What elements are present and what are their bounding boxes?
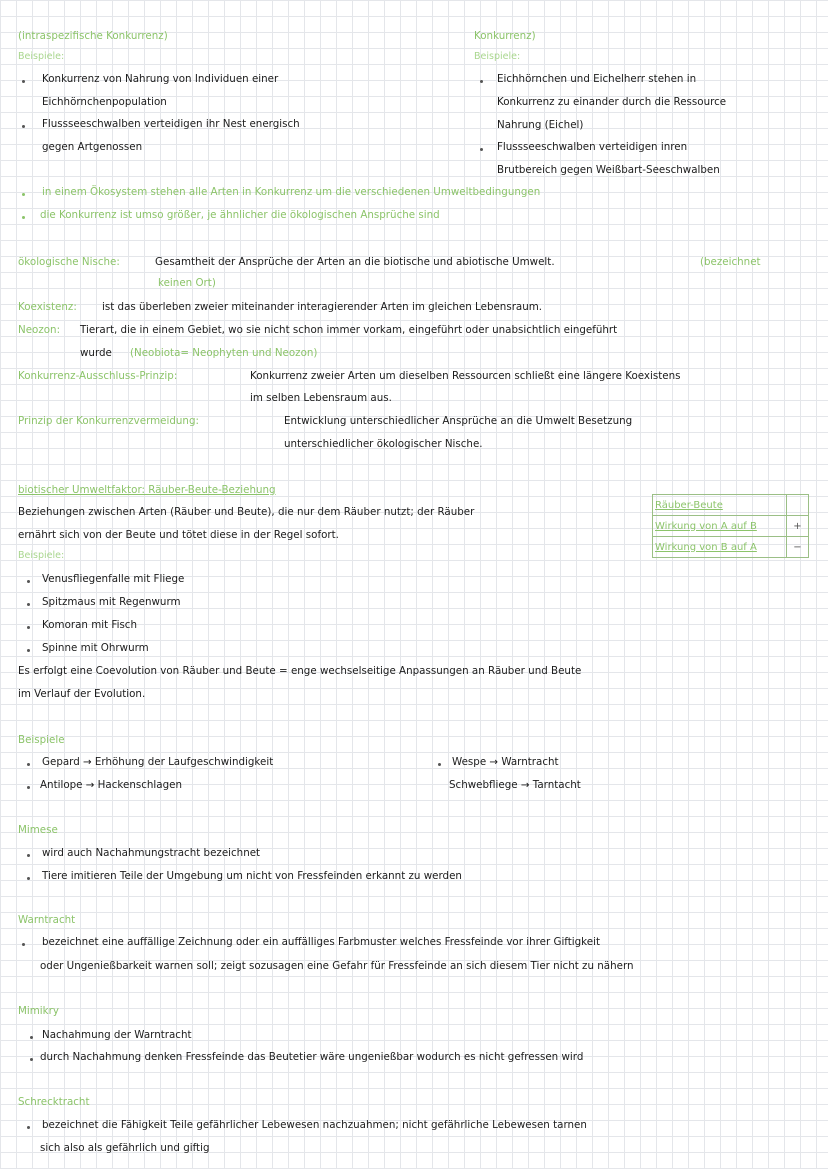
- raeuber-text: ernährt sich von der Beute und tötet diese in der Regel sofort.: [18, 529, 339, 541]
- neozon-text: wurde: [80, 347, 112, 359]
- bullet: [22, 216, 25, 219]
- bullet: [27, 603, 30, 606]
- list-item: Komoran mit Fisch: [42, 619, 137, 631]
- bullet: [27, 649, 30, 652]
- koexistenz-text: ist das überleben zweier miteinander interagierender Arten im gleichen Lebensraum.: [102, 301, 543, 313]
- mimikry-heading: Mimikry: [18, 1005, 59, 1017]
- mimese-line: wird auch Nachahmungstracht bezeichnet: [42, 847, 261, 859]
- bullet: [30, 1058, 33, 1061]
- bullet: [480, 148, 483, 151]
- text-line: Konkurrenz zu einander durch die Ressource: [497, 96, 727, 108]
- raeuber-heading: biotischer Umweltfaktor: Räuber-Beute-Beziehung: [18, 484, 276, 496]
- example-item: Schwebfliege → Tarntacht: [449, 779, 581, 791]
- bullet: [438, 763, 441, 766]
- general-line: die Konkurrenz ist umso größer, je ähnlicher die ökologischen Ansprüche sind: [40, 209, 440, 221]
- general-line: in einem Ökosystem stehen alle Arten in Konkurrenz um die verschiedenen Umweltbedingungen: [42, 186, 541, 198]
- example-item: Antilope → Hackenschlagen: [40, 779, 182, 791]
- koexistenz-term: Koexistenz:: [18, 301, 77, 313]
- neozon-note: (Neobiota= Neophyten und Neozon): [130, 347, 318, 359]
- bullet: [27, 854, 30, 857]
- list-item: Spinne mit Ohrwurm: [42, 642, 149, 654]
- beispiele-label: Beispiele:: [474, 51, 521, 62]
- bullet: [22, 943, 25, 946]
- vermeidung-text: unterschiedlicher ökologischer Nische.: [284, 438, 483, 450]
- vermeidung-term: Prinzip der Konkurrenzvermeidung:: [18, 415, 199, 427]
- raeuber-beute-table: [652, 494, 809, 558]
- ausschluss-text: Konkurrenz zweier Arten um dieselben Ressourcen schließt eine längere Koexistens: [250, 370, 681, 382]
- mimese-line: Tiere imitieren Teile der Umgebung um nicht von Fressfeinden erkannt zu werden: [42, 870, 462, 882]
- beispiele-label: Beispiele:: [18, 51, 65, 62]
- ausschluss-text: im selben Lebensraum aus.: [250, 392, 392, 404]
- table-cell: +: [787, 516, 809, 537]
- beispiele-label: Beispiele:: [18, 550, 65, 561]
- bullet: [27, 1126, 30, 1129]
- text-line: Konkurrenz von Nahrung von Individuen einer: [42, 73, 279, 85]
- table-cell: Wirkung von A auf B: [653, 516, 787, 537]
- nische-text: Gesamtheit der Ansprüche der Arten an die biotische und abiotische Umwelt.: [155, 256, 555, 268]
- example-item: Wespe → Warntracht: [452, 756, 559, 768]
- example-item: Gepard → Erhöhung der Laufgeschwindigkeit: [42, 756, 274, 768]
- nische-note: (bezeichnet: [700, 256, 761, 268]
- warntracht-line: bezeichnet eine auffällige Zeichnung oder ein auffälliges Farbmuster welches Fressfeinde vor ihrer Giftigkeit: [42, 936, 601, 948]
- table-cell: Räuber-Beute: [653, 495, 787, 516]
- bullet: [480, 80, 483, 83]
- neozon-text: Tierart, die in einem Gebiet, wo sie nicht schon immer vorkam, eingeführt oder unabsichtlich eingeführt: [80, 324, 618, 336]
- coevolution-text: im Verlauf der Evolution.: [18, 688, 146, 700]
- text-line: Nahrung (Eichel): [497, 119, 584, 131]
- table-cell: Wirkung von B auf A: [653, 537, 787, 558]
- intraspezifisch-heading: (intraspezifische Konkurrenz): [18, 30, 168, 42]
- ausschluss-term: Konkurrenz-Ausschluss-Prinzip:: [18, 370, 178, 382]
- bullet: [27, 877, 30, 880]
- mimikry-line: durch Nachahmung denken Fressfeinde das Beutetier wäre ungenießbar wodurch es nicht gefressen wird: [40, 1051, 584, 1063]
- schrecktracht-line: sich also als gefährlich und giftig: [40, 1142, 210, 1154]
- text-line: Eichhörnchenpopulation: [42, 96, 167, 108]
- coevolution-text: Es erfolgt eine Coevolution von Räuber und Beute = enge wechselseitige Anpassungen an Räuber und Beute: [18, 665, 582, 677]
- list-item: Venusfliegenfalle mit Fliege: [42, 573, 185, 585]
- bullet: [27, 626, 30, 629]
- text-line: Brutbereich gegen Weißbart-Seeschwalben: [497, 164, 720, 176]
- nische-term: ökologische Nische:: [18, 256, 120, 268]
- text-line: Flussseeschwalben verteidigen ihr Nest energisch: [42, 118, 300, 130]
- interspezifisch-heading: Konkurrenz): [474, 30, 536, 42]
- beispiele-heading: Beispiele: [18, 734, 65, 746]
- table-cell: −: [787, 537, 809, 558]
- schrecktracht-heading: Schrecktracht: [18, 1096, 90, 1108]
- raeuber-text: Beziehungen zwischen Arten (Räuber und Beute), die nur dem Räuber nutzt; der Räuber: [18, 506, 475, 518]
- neozon-term: Neozon:: [18, 324, 61, 336]
- bullet: [27, 786, 30, 789]
- nische-note: keinen Ort): [158, 277, 216, 289]
- bullet: [22, 193, 25, 196]
- warntracht-line: oder Ungenießbarkeit warnen soll; zeigt sozusagen eine Gefahr für Fressfeinde an sich diesem Tier nicht zu nähern: [40, 960, 634, 972]
- text-line: Flussseeschwalben verteidigen inren: [497, 141, 688, 153]
- mimese-heading: Mimese: [18, 824, 58, 836]
- warntracht-heading: Warntracht: [18, 914, 76, 926]
- mimikry-line: Nachahmung der Warntracht: [42, 1029, 192, 1041]
- text-line: gegen Artgenossen: [42, 141, 143, 153]
- table-cell: [787, 495, 809, 516]
- bullet: [27, 763, 30, 766]
- list-item: Spitzmaus mit Regenwurm: [42, 596, 181, 608]
- bullet: [30, 1036, 33, 1039]
- vermeidung-text: Entwicklung unterschiedlicher Ansprüche an die Umwelt Besetzung: [284, 415, 633, 427]
- bullet: [22, 80, 25, 83]
- bullet: [27, 580, 30, 583]
- text-line: Eichhörnchen und Eichelherr stehen in: [497, 73, 697, 85]
- schrecktracht-line: bezeichnet die Fähigkeit Teile gefährlicher Lebewesen nachzuahmen; nicht gefährliche Lebewesen tarnen: [42, 1119, 587, 1131]
- bullet: [22, 125, 25, 128]
